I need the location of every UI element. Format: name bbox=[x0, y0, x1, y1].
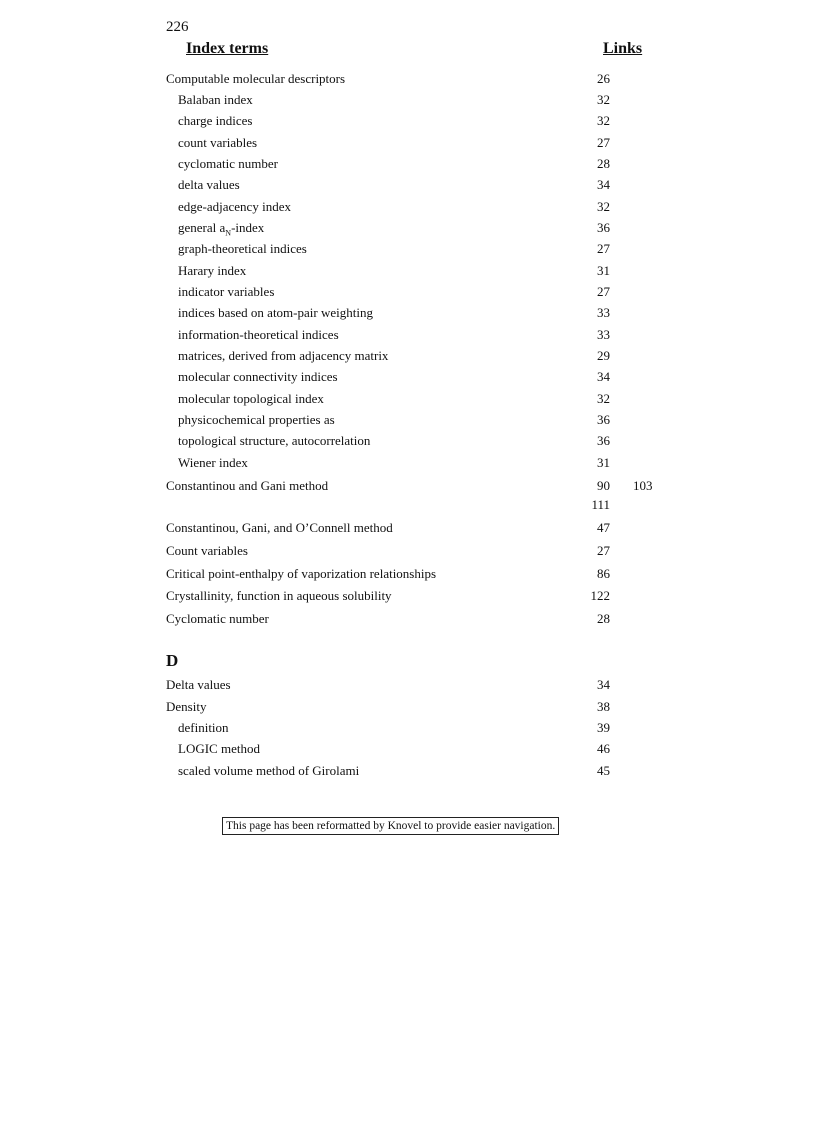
index-entry-row bbox=[0, 478, 816, 498]
page-link[interactable]: 31 bbox=[597, 455, 610, 470]
index-entry-row bbox=[0, 566, 816, 586]
page-link[interactable]: 111 bbox=[591, 497, 610, 512]
subentry-term: delta values bbox=[178, 177, 240, 192]
index-entry-row bbox=[0, 720, 816, 740]
entry-term: Delta values bbox=[166, 677, 231, 692]
page-link[interactable]: 32 bbox=[597, 391, 610, 406]
page-link[interactable]: 29 bbox=[597, 348, 610, 363]
page-link[interactable]: 27 bbox=[597, 135, 610, 150]
index-entry-row bbox=[0, 391, 816, 411]
subentry-term: indicator variables bbox=[178, 284, 275, 299]
entry-term: Constantinou, Gani, and O’Connell method bbox=[166, 520, 393, 535]
term-prefix: general a bbox=[178, 220, 226, 235]
subentry-term: physicochemical properties as bbox=[178, 412, 335, 427]
page-link[interactable]: 36 bbox=[597, 412, 610, 427]
page-link[interactable]: 27 bbox=[597, 284, 610, 299]
index-entry-row bbox=[0, 156, 816, 176]
index-entry-row bbox=[0, 588, 816, 608]
index-terms-header: Index terms bbox=[186, 40, 269, 57]
entry-term: Computable molecular descriptors bbox=[166, 71, 346, 86]
page-link[interactable]: 86 bbox=[597, 566, 610, 581]
subentry-term: molecular connectivity indices bbox=[178, 369, 338, 384]
subentry-term: charge indices bbox=[178, 113, 253, 128]
knovel-reformat-note: This page has been reformatted by Knovel to provide easier navigation. bbox=[222, 817, 559, 835]
page-link[interactable]: 26 bbox=[597, 71, 610, 86]
page-link[interactable]: 36 bbox=[597, 220, 610, 235]
page-number: 226 bbox=[166, 19, 189, 35]
subentry-term: cyclomatic number bbox=[178, 156, 278, 171]
subentry-term: molecular topological index bbox=[178, 391, 324, 406]
index-entry-row bbox=[0, 327, 816, 347]
term-suffix: -index bbox=[231, 220, 265, 235]
page-link[interactable]: 33 bbox=[597, 305, 610, 320]
index-entry-continuation-row bbox=[0, 497, 816, 517]
page-link[interactable]: 27 bbox=[597, 241, 610, 256]
page-link[interactable]: 27 bbox=[597, 543, 610, 558]
subentry-term: information-theoretical indices bbox=[178, 327, 339, 342]
entry-term: Density bbox=[166, 699, 207, 714]
page-link[interactable]: 90 bbox=[597, 478, 610, 493]
index-entry-row bbox=[0, 763, 816, 783]
index-entry-row bbox=[0, 611, 816, 631]
links-header: Links bbox=[603, 40, 643, 57]
entry-term: Constantinou and Gani method bbox=[166, 478, 329, 493]
page-link[interactable]: 31 bbox=[597, 263, 610, 278]
page-link[interactable]: 45 bbox=[597, 763, 610, 778]
index-entry-row bbox=[0, 741, 816, 761]
index-entry-row bbox=[0, 241, 816, 261]
index-entry-row bbox=[0, 177, 816, 197]
subentry-term: count variables bbox=[178, 135, 258, 150]
page-link[interactable]: 122 bbox=[590, 588, 610, 603]
page-link[interactable]: 34 bbox=[597, 369, 610, 384]
entry-term: Count variables bbox=[166, 543, 248, 558]
subentry-term: scaled volume method of Girolami bbox=[178, 763, 360, 778]
term-subscript: N bbox=[225, 228, 232, 238]
subentry-term: definition bbox=[178, 720, 229, 735]
index-entry-row bbox=[0, 369, 816, 389]
page-link[interactable]: 28 bbox=[597, 611, 610, 626]
index-entry-row bbox=[0, 699, 816, 719]
subentry-term: matrices, derived from adjacency matrix bbox=[178, 348, 389, 363]
index-entry-row bbox=[0, 520, 816, 540]
index-entry-row bbox=[0, 71, 816, 91]
page-link[interactable]: 28 bbox=[597, 156, 610, 171]
page-link[interactable]: 46 bbox=[597, 741, 610, 756]
entry-term: Cyclomatic number bbox=[166, 611, 269, 626]
section-letter-d: D bbox=[166, 651, 179, 670]
subentry-term: Harary index bbox=[178, 263, 247, 278]
page-link[interactable]: 33 bbox=[597, 327, 610, 342]
page-link[interactable]: 34 bbox=[597, 677, 610, 692]
page-link[interactable]: 103 bbox=[633, 478, 653, 493]
index-entry-row bbox=[0, 677, 816, 697]
index-entry-row bbox=[0, 455, 816, 475]
subentry-term: Balaban index bbox=[178, 92, 253, 107]
page-link[interactable]: 32 bbox=[597, 113, 610, 128]
index-entry-row bbox=[0, 92, 816, 112]
page-link[interactable]: 32 bbox=[597, 199, 610, 214]
subentry-term: LOGIC method bbox=[178, 741, 260, 756]
index-entry-row bbox=[0, 284, 816, 304]
subentry-term: graph-theoretical indices bbox=[178, 241, 307, 256]
index-entry-row bbox=[0, 433, 816, 453]
index-entry-row bbox=[0, 220, 816, 240]
subentry-term bbox=[178, 220, 264, 238]
index-entry-row bbox=[0, 543, 816, 563]
subentry-term: Wiener index bbox=[178, 455, 248, 470]
index-entry-row bbox=[0, 348, 816, 368]
index-entry-row bbox=[0, 113, 816, 133]
page-link[interactable]: 32 bbox=[597, 92, 610, 107]
index-entry-row bbox=[0, 135, 816, 155]
index-entry-row bbox=[0, 305, 816, 325]
page-link[interactable]: 47 bbox=[597, 520, 610, 535]
subentry-term: indices based on atom-pair weighting bbox=[178, 305, 373, 320]
entry-term: Critical point-enthalpy of vaporization relationships bbox=[166, 566, 437, 581]
index-entry-row bbox=[0, 412, 816, 432]
page-link[interactable]: 34 bbox=[597, 177, 610, 192]
page-link[interactable]: 36 bbox=[597, 433, 610, 448]
page-link[interactable]: 38 bbox=[597, 699, 610, 714]
subentry-term: edge-adjacency index bbox=[178, 199, 291, 214]
subentry-term: topological structure, autocorrelation bbox=[178, 433, 371, 448]
index-entry-row bbox=[0, 263, 816, 283]
entry-term: Crystallinity, function in aqueous solubility bbox=[166, 588, 392, 603]
page-link[interactable]: 39 bbox=[597, 720, 610, 735]
index-entry-row bbox=[0, 199, 816, 219]
